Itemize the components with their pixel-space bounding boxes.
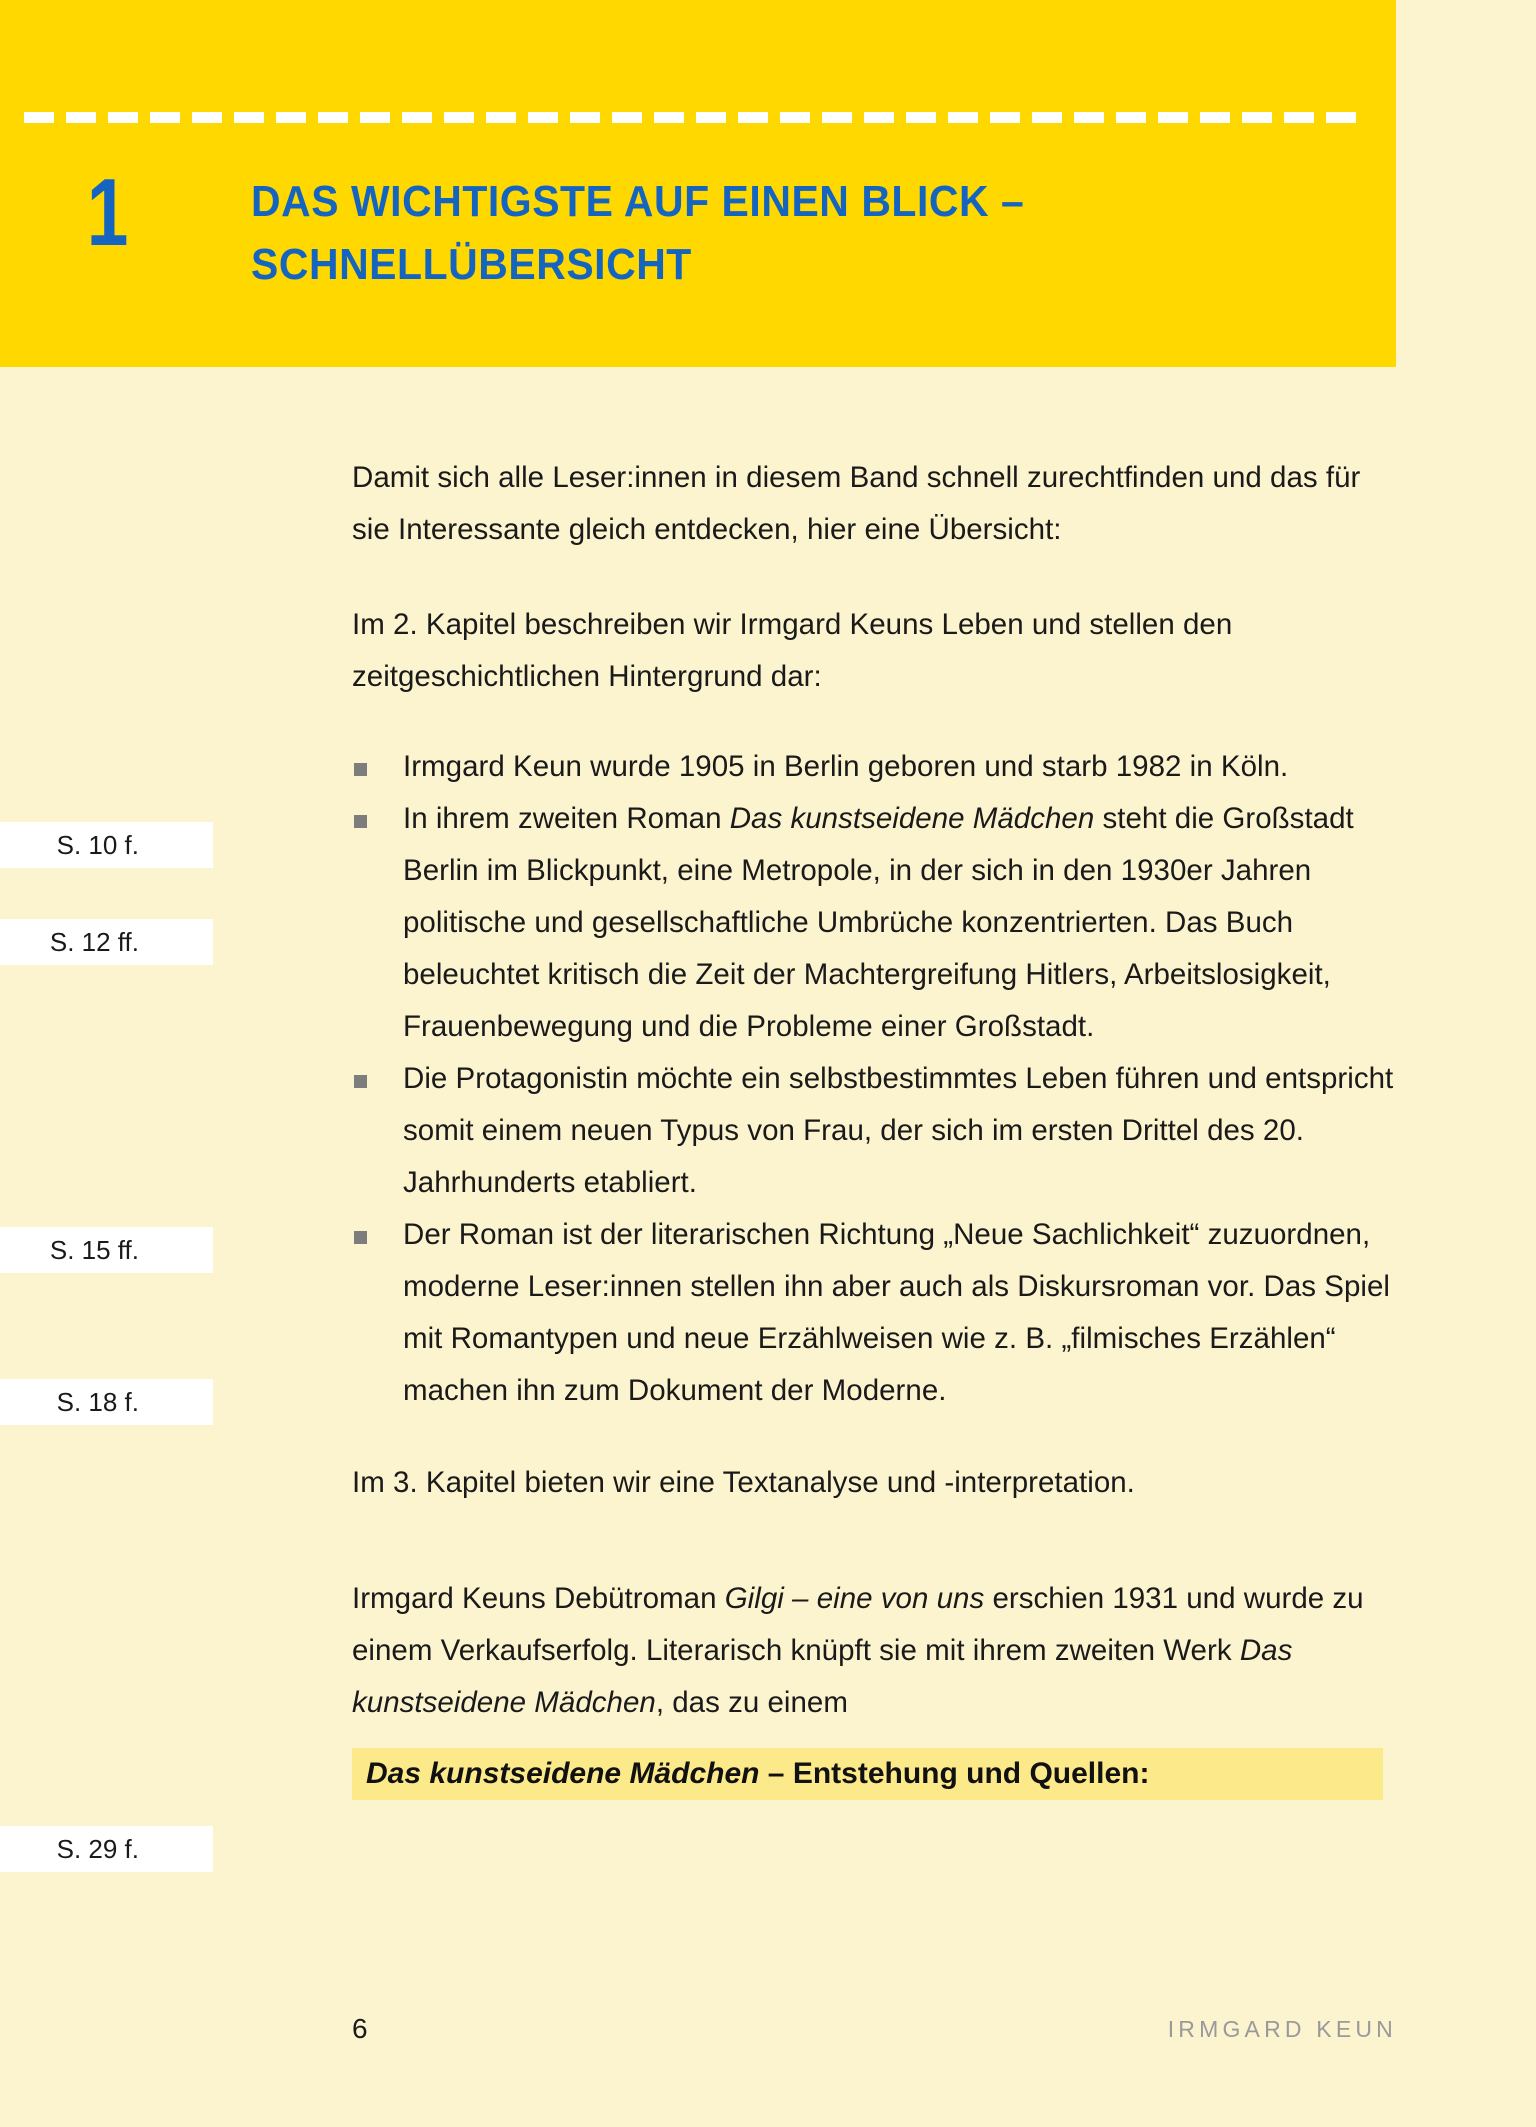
- text-run: Der Roman ist der literarischen Richtung „Neue Sachlichkeit“ zuzuordnen, moderne Leser:innen stellen ihn aber auch als Diskursroman vor. Das Spiel mit Romantypen und neue Erzählweisen wie z. B. „filmisches Erzählen“ machen ihn zum Dokument der Moderne.: [403, 1218, 1390, 1407]
- text-run: Irmgard Keuns Debütroman: [352, 1582, 725, 1615]
- dash-segment: [402, 112, 432, 123]
- dash-segment: [696, 112, 726, 123]
- dash-segment: [1158, 112, 1188, 123]
- square-bullet-icon: [354, 763, 367, 776]
- margin-page-ref-tab: S. 15 ff.: [0, 1227, 213, 1273]
- chapter-title-line-1: DAS WICHTIGSTE AUF EINEN BLICK –: [251, 177, 1025, 226]
- dash-segment: [948, 112, 978, 123]
- chapter-header-banner: [0, 0, 1396, 367]
- dash-segment: [1326, 112, 1356, 123]
- intro-paragraph-1: Damit sich alle Leser:innen in diesem Band schnell zurechtfinden und das für sie Interessante gleich entdecken, hier eine Übersicht:: [352, 461, 1361, 546]
- margin-page-ref-tab: S. 12 ff.: [0, 919, 213, 965]
- dash-segment: [528, 112, 558, 123]
- list-item: [352, 1053, 1397, 1209]
- chapter-heading-row: [0, 159, 1396, 296]
- square-bullet-icon: [354, 815, 367, 828]
- text-run: erschien 1931 und wurde zu einem Verkaufserfolg. Literarisch knüpft sie mit ihrem zweiten Werk: [352, 1582, 1364, 1667]
- dash-segment: [738, 112, 768, 123]
- text-run: Die Protagonistin möchte ein selbstbestimmtes Leben führen und entspricht somit einem neuen Typus von Frau, der sich im ersten Drittel des 20. Jahrhunderts etabliert.: [403, 1062, 1394, 1199]
- footer-book-title: IRMGARD KEUN: [1167, 2016, 1397, 2042]
- highlight-subtitle: – Entstehung und Quellen:: [759, 1757, 1150, 1790]
- dash-segment: [1242, 112, 1272, 123]
- dash-segment: [906, 112, 936, 123]
- dash-segment: [570, 112, 600, 123]
- dash-segment: [1200, 112, 1230, 123]
- dash-segment: [864, 112, 894, 123]
- dash-segment: [360, 112, 390, 123]
- margin-page-ref-tab: S. 18 f.: [0, 1379, 213, 1425]
- list-item-text: [403, 1062, 1393, 1199]
- dash-segment: [822, 112, 852, 123]
- book-title-italic: Das kunstseidene Mädchen: [352, 1634, 1293, 1719]
- dash-segment: [990, 112, 1020, 123]
- dash-segment: [150, 112, 180, 123]
- dash-segment: [486, 112, 516, 123]
- margin-page-ref-tab: S. 29 f.: [0, 1826, 213, 1872]
- dash-segment: [66, 112, 96, 123]
- text-run: , das zu einem: [655, 1686, 848, 1719]
- book-title-italic: Gilgi – eine von uns: [724, 1582, 985, 1615]
- chapter-number: 1: [86, 159, 127, 266]
- dash-segment: [612, 112, 642, 123]
- page-body: [352, 452, 1397, 1729]
- dash-segment: [276, 112, 306, 123]
- dash-segment: [1032, 112, 1062, 123]
- dash-segment: [1074, 112, 1104, 123]
- dash-segment: [444, 112, 474, 123]
- square-bullet-icon: [354, 1231, 367, 1244]
- intro-paragraph-2: Im 2. Kapitel beschreiben wir Irmgard Keuns Leben und stellen den zeitgeschichtlichen Hintergrund dar:: [352, 608, 1233, 693]
- chapter3-paragraph: Im 3. Kapitel bieten wir eine Textanalyse und -interpretation.: [352, 1466, 1135, 1499]
- list-item: [352, 741, 1397, 793]
- text-run: steht die Großstadt Berlin im Blickpunkt, eine Metropole, in der sich in den 1930er Jahren politische und gesellschaftliche Umbrüche konzentrierten. Das Buch beleuchtet kritisch die Zeit der Machtergreifung Hitlers, Arbeitslosigkeit, Frauenbewegung und die Probleme einer Großstadt.: [403, 802, 1354, 1043]
- list-item-text: [403, 750, 1288, 783]
- footer-page-number: 6: [352, 2013, 368, 2044]
- dash-segment: [192, 112, 222, 123]
- square-bullet-icon: [354, 1075, 367, 1088]
- dash-segment: [108, 112, 138, 123]
- text-run: Irmgard Keun wurde 1905 in Berlin geboren und starb 1982 in Köln.: [403, 750, 1289, 783]
- overview-bullet-list: [352, 741, 1397, 1417]
- highlight-book-title: Das kunstseidene Mädchen: [366, 1757, 760, 1790]
- section-highlight-banner: [352, 1748, 1383, 1800]
- text-run: In ihrem zweiten Roman: [403, 802, 730, 835]
- list-item: [352, 793, 1397, 1053]
- page-title: [203, 170, 1396, 296]
- dash-segment: [1284, 112, 1314, 123]
- book-title-italic: Das kunstseidene Mädchen: [729, 802, 1095, 835]
- closing-paragraph: [352, 1573, 1397, 1729]
- list-item: [352, 1209, 1397, 1417]
- dash-segment: [780, 112, 810, 123]
- list-item-text: [403, 802, 1354, 1043]
- dash-segment: [1116, 112, 1146, 123]
- dash-segment: [318, 112, 348, 123]
- dash-segment: [24, 112, 54, 123]
- dash-segment: [654, 112, 684, 123]
- margin-page-ref-tab: S. 10 f.: [0, 822, 213, 868]
- list-item-text: [403, 1218, 1390, 1407]
- chapter-title-line-2: SCHNELLÜBERSICHT: [251, 240, 692, 289]
- dashed-rule-decoration: [24, 112, 1366, 123]
- dash-segment: [234, 112, 264, 123]
